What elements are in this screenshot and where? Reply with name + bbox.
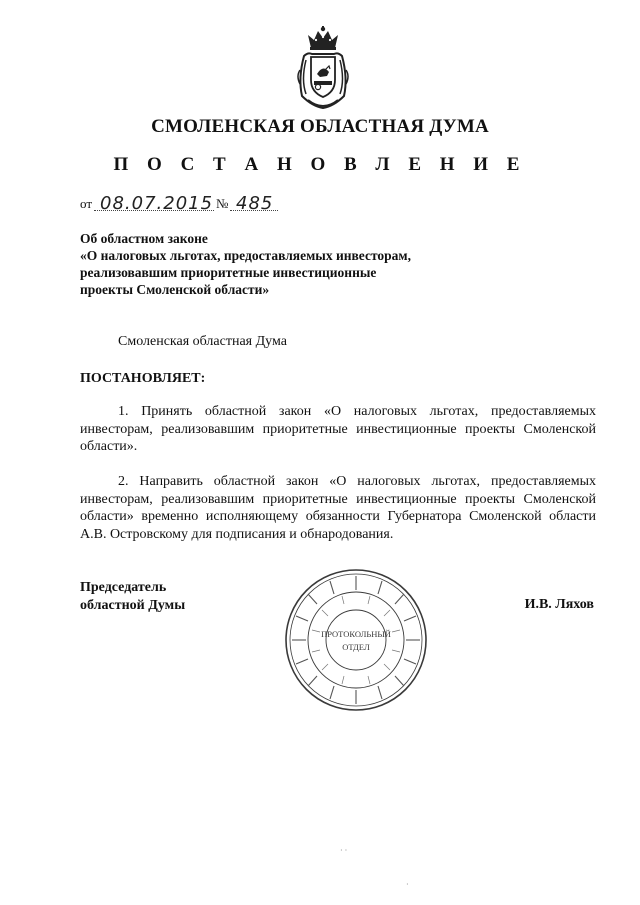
resolution-item-2: 2. Направить областной закон «О налоговых льготах, предоставляемых инвесторам, реализовавшим приоритетные инвестиционные проекты Смоленской области» временно исполняющему обязанности Губернатора Смоленской области А.В. Островскому для подписания и обнародования. [80,474,596,542]
number-label: № [216,196,229,211]
subject-line: Об областном законе [80,231,208,246]
signatory-title-line: областной Думы [80,598,186,613]
organization-title: СМОЛЕНСКАЯ ОБЛАСТНАЯ ДУМА [151,116,489,137]
document-date: 08.07.2015 [100,193,214,214]
official-stamp [282,566,430,714]
document-number: 485 [236,193,274,214]
date-number-line [80,188,380,214]
from-label: от [80,196,93,211]
intro-text: Смоленская областная Дума [118,334,287,349]
document-subject [80,230,500,298]
document-page: СМОЛЕНСКАЯ ОБЛАСТНАЯ ДУМА П О С Т А Н О В Л Е Н И Е от 08.07.2015 № 485 Об областном законе «О налоговых льготах, предоставляемых инвесторам, реализовавшим приоритетные инвестиционные проекты Смоленской области» Смоленская областная Дума ПОСТАНОВЛЯЕТ: 1. Принять областной закон «О налоговых льготах, предоставляемых инвесторам, реализовавшим приоритетные инвестиционные проекты Смоленской области». 2. Направить областной закон «О налоговых льготах, предоставляемых инвесторам, реализовавшим приоритетные инвестиционные проекты Смоленской области» временно исполняющему обязанности Губернатора Смоленской области А.В. Островскому для подписания и обнародования. Председатель областной Думы И.В. Ляхов ПРОТОКОЛЬНЫЙ ОТДЕЛ · · · [0,0,640,905]
subject-line: «О налоговых льготах, предоставляемых инвесторам, [80,248,411,263]
subject-line: проекты Смоленской области» [80,282,270,297]
signatory-name: И.В. Ляхов [524,597,594,612]
stamp-center-line: ПРОТОКОЛЬНЫЙ [321,629,391,639]
subject-line: реализовавшим приоритетные инвестиционные [80,265,377,280]
signatory-title-line: Председатель [80,580,167,595]
document-type-title: П О С Т А Н О В Л Е Н И Е [113,154,527,175]
signatory-title [80,579,185,615]
stamp-center-line: ОТДЕЛ [342,642,370,652]
decides-heading: ПОСТАНОВЛЯЕТ: [80,371,206,386]
coat-of-arms-icon [294,26,352,110]
resolution-item-1: 1. Принять областной закон «О налоговых льготах, предоставляемых инвесторам, реализовавшим приоритетные инвестиционные проекты Смоленской области». [80,404,596,454]
